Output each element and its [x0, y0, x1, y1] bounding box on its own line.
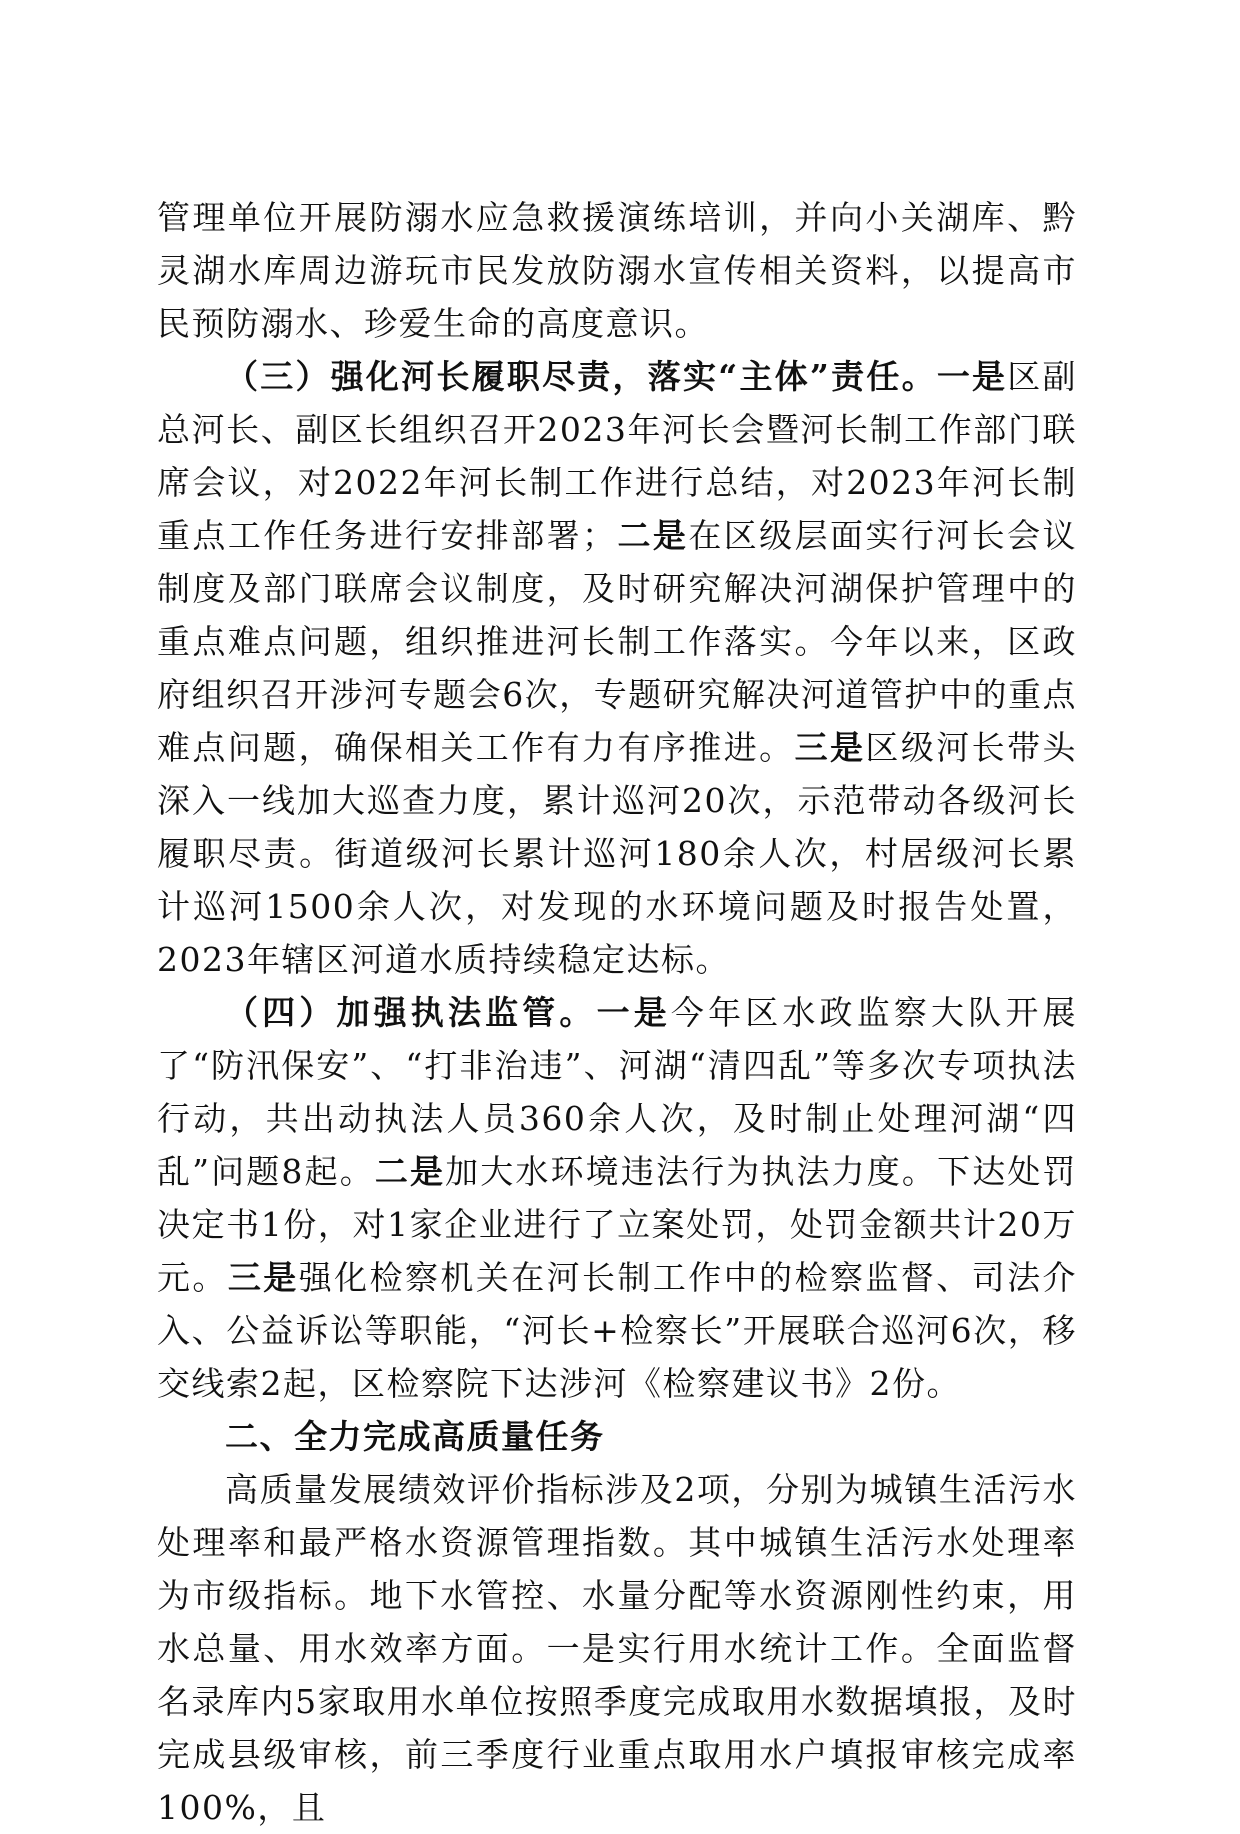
keyword-first: 一是	[936, 357, 1008, 396]
section-title-3: （三）强化河长履职尽责，落实“主体”责任。	[225, 357, 937, 396]
section-title-4: （四）加强执法监管。	[225, 993, 597, 1032]
paragraph-drowning-prevention: 管理单位开展防溺水应急救援演练培训，并向小关湖库、黔灵湖水库周边游玩市民发放防溺水宣传相关资料，以提高市民预防溺水、珍爱生命的高度意识。	[157, 198, 1077, 343]
keyword-second: 二是	[616, 516, 689, 555]
keyword-third: 三是	[227, 1258, 299, 1297]
paragraph-text: 强化检察机关在河长制工作中的检察监督、司法介入、公益诉讼等职能，“河长+检察长”开展联合巡河6次，移交线索2起，区检察院下达涉河《检察建议书》2份。	[157, 1258, 1078, 1403]
section-heading-2: 二、全力完成高质量任务	[225, 1417, 605, 1456]
paragraph-law-enforcement	[157, 986, 1077, 1410]
paragraph-text: 在区级层面实行河长会议制度及部门联席会议制度，及时研究解决河湖保护管理中的重点难点问题，组织推进河长制工作落实。今年以来，区政府组织召开涉河专题会6次，专题研究解决河道管护中的重点难点问题，确保相关工作有力有序推进。	[157, 516, 1078, 767]
paragraph-text: 加大水环境违法行为执法力度。下达处罚决定书1份，对1家企业进行了立案处罚，处罚金额共计20万元。	[157, 1152, 1077, 1297]
document-body	[157, 191, 1077, 1834]
paragraph-quality-tasks: 高质量发展绩效评价指标涉及2项，分别为城镇生活污水处理率和最严格水资源管理指数。其中城镇生活污水处理率为市级指标。地下水管控、水量分配等水资源刚性约束，用水总量、用水效率方面。一是实行用水统计工作。全面监督名录库内5家取用水单位按照季度完成取用水数据填报，及时完成县级审核，前三季度行业重点取用水户填报审核完成率100%，且	[157, 1470, 1077, 1827]
keyword-third: 三是	[794, 728, 866, 767]
paragraph-text: 今年区水政监察大队开展了“防汛保安”、“打非治违”、河湖“清四乱”等多次专项执法行动，共出动执法人员360余人次，及时制止处理河湖“四乱”问题8起。	[157, 993, 1078, 1191]
paragraph-text: 区级河长带头深入一线加大巡查力度，累计巡河20次，示范带动各级河长履职尽责。街道级河长累计巡河180余人次，村居级河长累计巡河1500余人次，对发现的水环境问题及时报告处置，2023年辖区河道水质持续稳定达标。	[157, 728, 1078, 979]
paragraph-river-chief-duties	[157, 350, 1077, 986]
keyword-second: 二是	[374, 1152, 446, 1191]
keyword-first: 一是	[596, 993, 671, 1032]
paragraph-text: 区副总河长、副区长组织召开2023年河长会暨河长制工作部门联席会议，对2022年河长制工作进行总结，对2023年河长制重点工作任务进行安排部署；	[157, 357, 1078, 555]
